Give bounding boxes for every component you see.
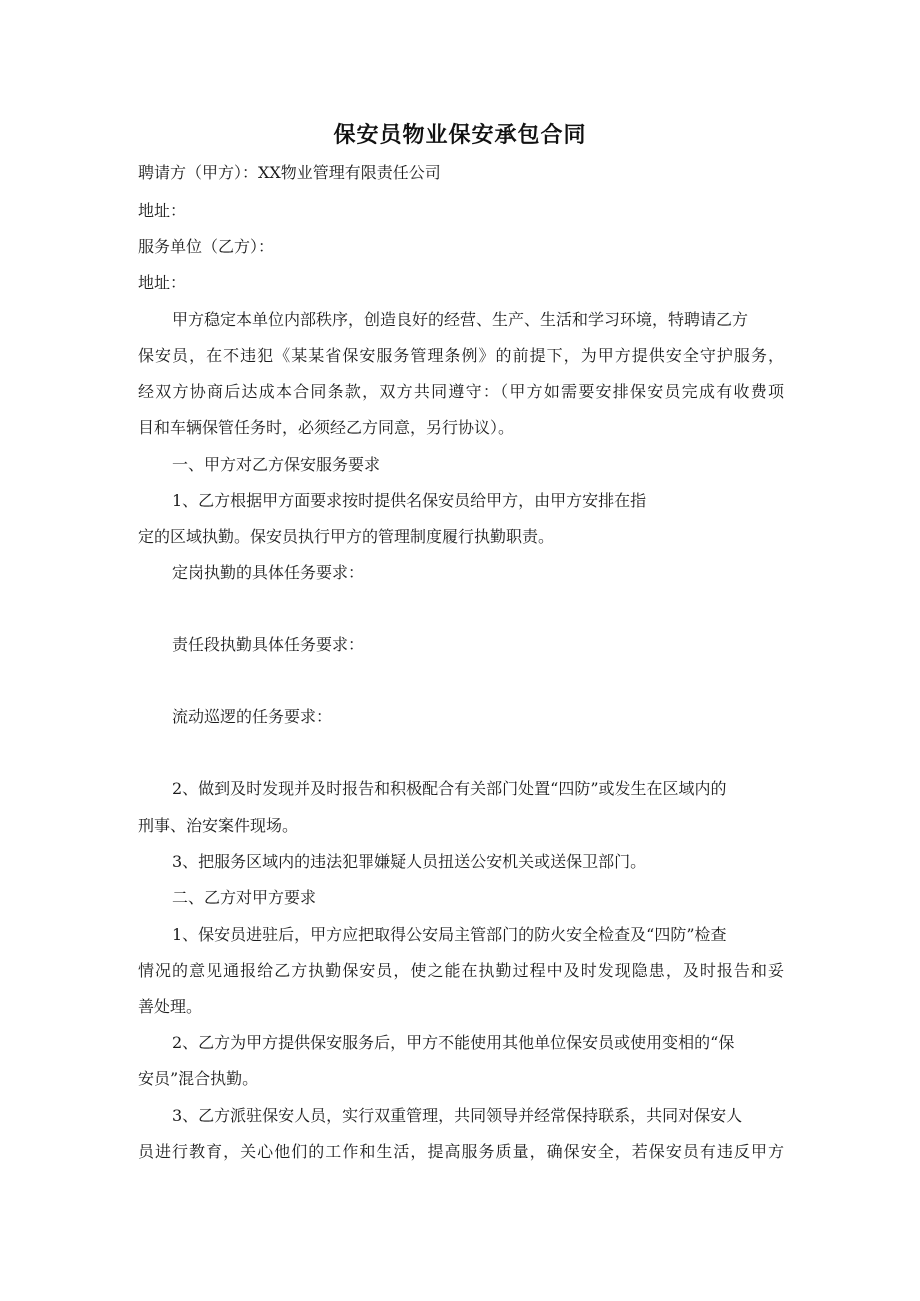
subheading-patrol: 流动巡逻的任务要求： — [172, 707, 333, 726]
clause-line: 1、保安员进驻后，甲方应把取得公安局主管部门的防火安全检查及“四防”检查 — [172, 925, 727, 944]
clause-line: 1、乙方根据甲方面要求按时提供名保安员给甲方，由甲方安排在指 — [172, 491, 647, 510]
document-title: 保安员物业保安承包合同 — [333, 123, 587, 148]
preamble-line: 目和车辆保管任务时，必须经乙方同意，另行协议）。 — [138, 418, 515, 437]
clause-line: 3、把服务区域内的违法犯罪嫌疑人员扭送公安机关或送保卫部门。 — [172, 852, 647, 871]
party-b-line: 服务单位（乙方）： — [138, 237, 275, 256]
section-heading-2: 二、乙方对甲方要求 — [172, 888, 317, 907]
clause-line: 善处理。 — [138, 997, 203, 1016]
clause-line: 定的区域执勤。保安员执行甲方的管理制度履行执勤职责。 — [138, 527, 555, 546]
party-a-address: 地址： — [138, 201, 187, 220]
clause-line: 2、做到及时发现并及时报告和积极配合有关部门处置“四防”或发生在区域内的 — [172, 779, 727, 798]
clause-line: 2、乙方为甲方提供保安服务后，甲方不能使用其他单位保安员或使用变相的“保 — [172, 1033, 735, 1052]
clause-line: 刑事、治安案件现场。 — [138, 816, 299, 835]
preamble-line: 经双方协商后达成本合同条款，双方共同遵守：（甲方如需要安排保安员完成有收费项 — [138, 382, 784, 401]
clause-line: 3、乙方派驻保安人员，实行双重管理，共同领导并经常保持联系，共同对保安人 — [172, 1106, 743, 1125]
party-a-line: 聘请方（甲方）：XX物业管理有限责任公司 — [138, 163, 441, 182]
clause-line: 情况的意见通报给乙方执勤保安员，使之能在执勤过程中及时发现隐患，及时报告和妥 — [138, 961, 784, 980]
subheading-responsibility: 责任段执勤具体任务要求： — [172, 635, 365, 654]
party-b-address: 地址： — [138, 273, 187, 292]
subheading-fixed-post: 定岗执勤的具体任务要求： — [172, 563, 365, 582]
section-heading-1: 一、甲方对乙方保安服务要求 — [172, 455, 381, 474]
preamble-line: 保安员，在不违犯《某某省保安服务管理条例》的前提下，为甲方提供安全守护服务， — [138, 346, 784, 365]
preamble-line: 甲方稳定本单位内部秩序，创造良好的经营、生产、生活和学习环境，特聘请乙方 — [172, 310, 749, 329]
clause-line: 安员”混合执勤。 — [138, 1069, 259, 1088]
clause-line: 员进行教育，关心他们的工作和生活，提高服务质量，确保安全，若保安员有违反甲方 — [138, 1142, 784, 1161]
